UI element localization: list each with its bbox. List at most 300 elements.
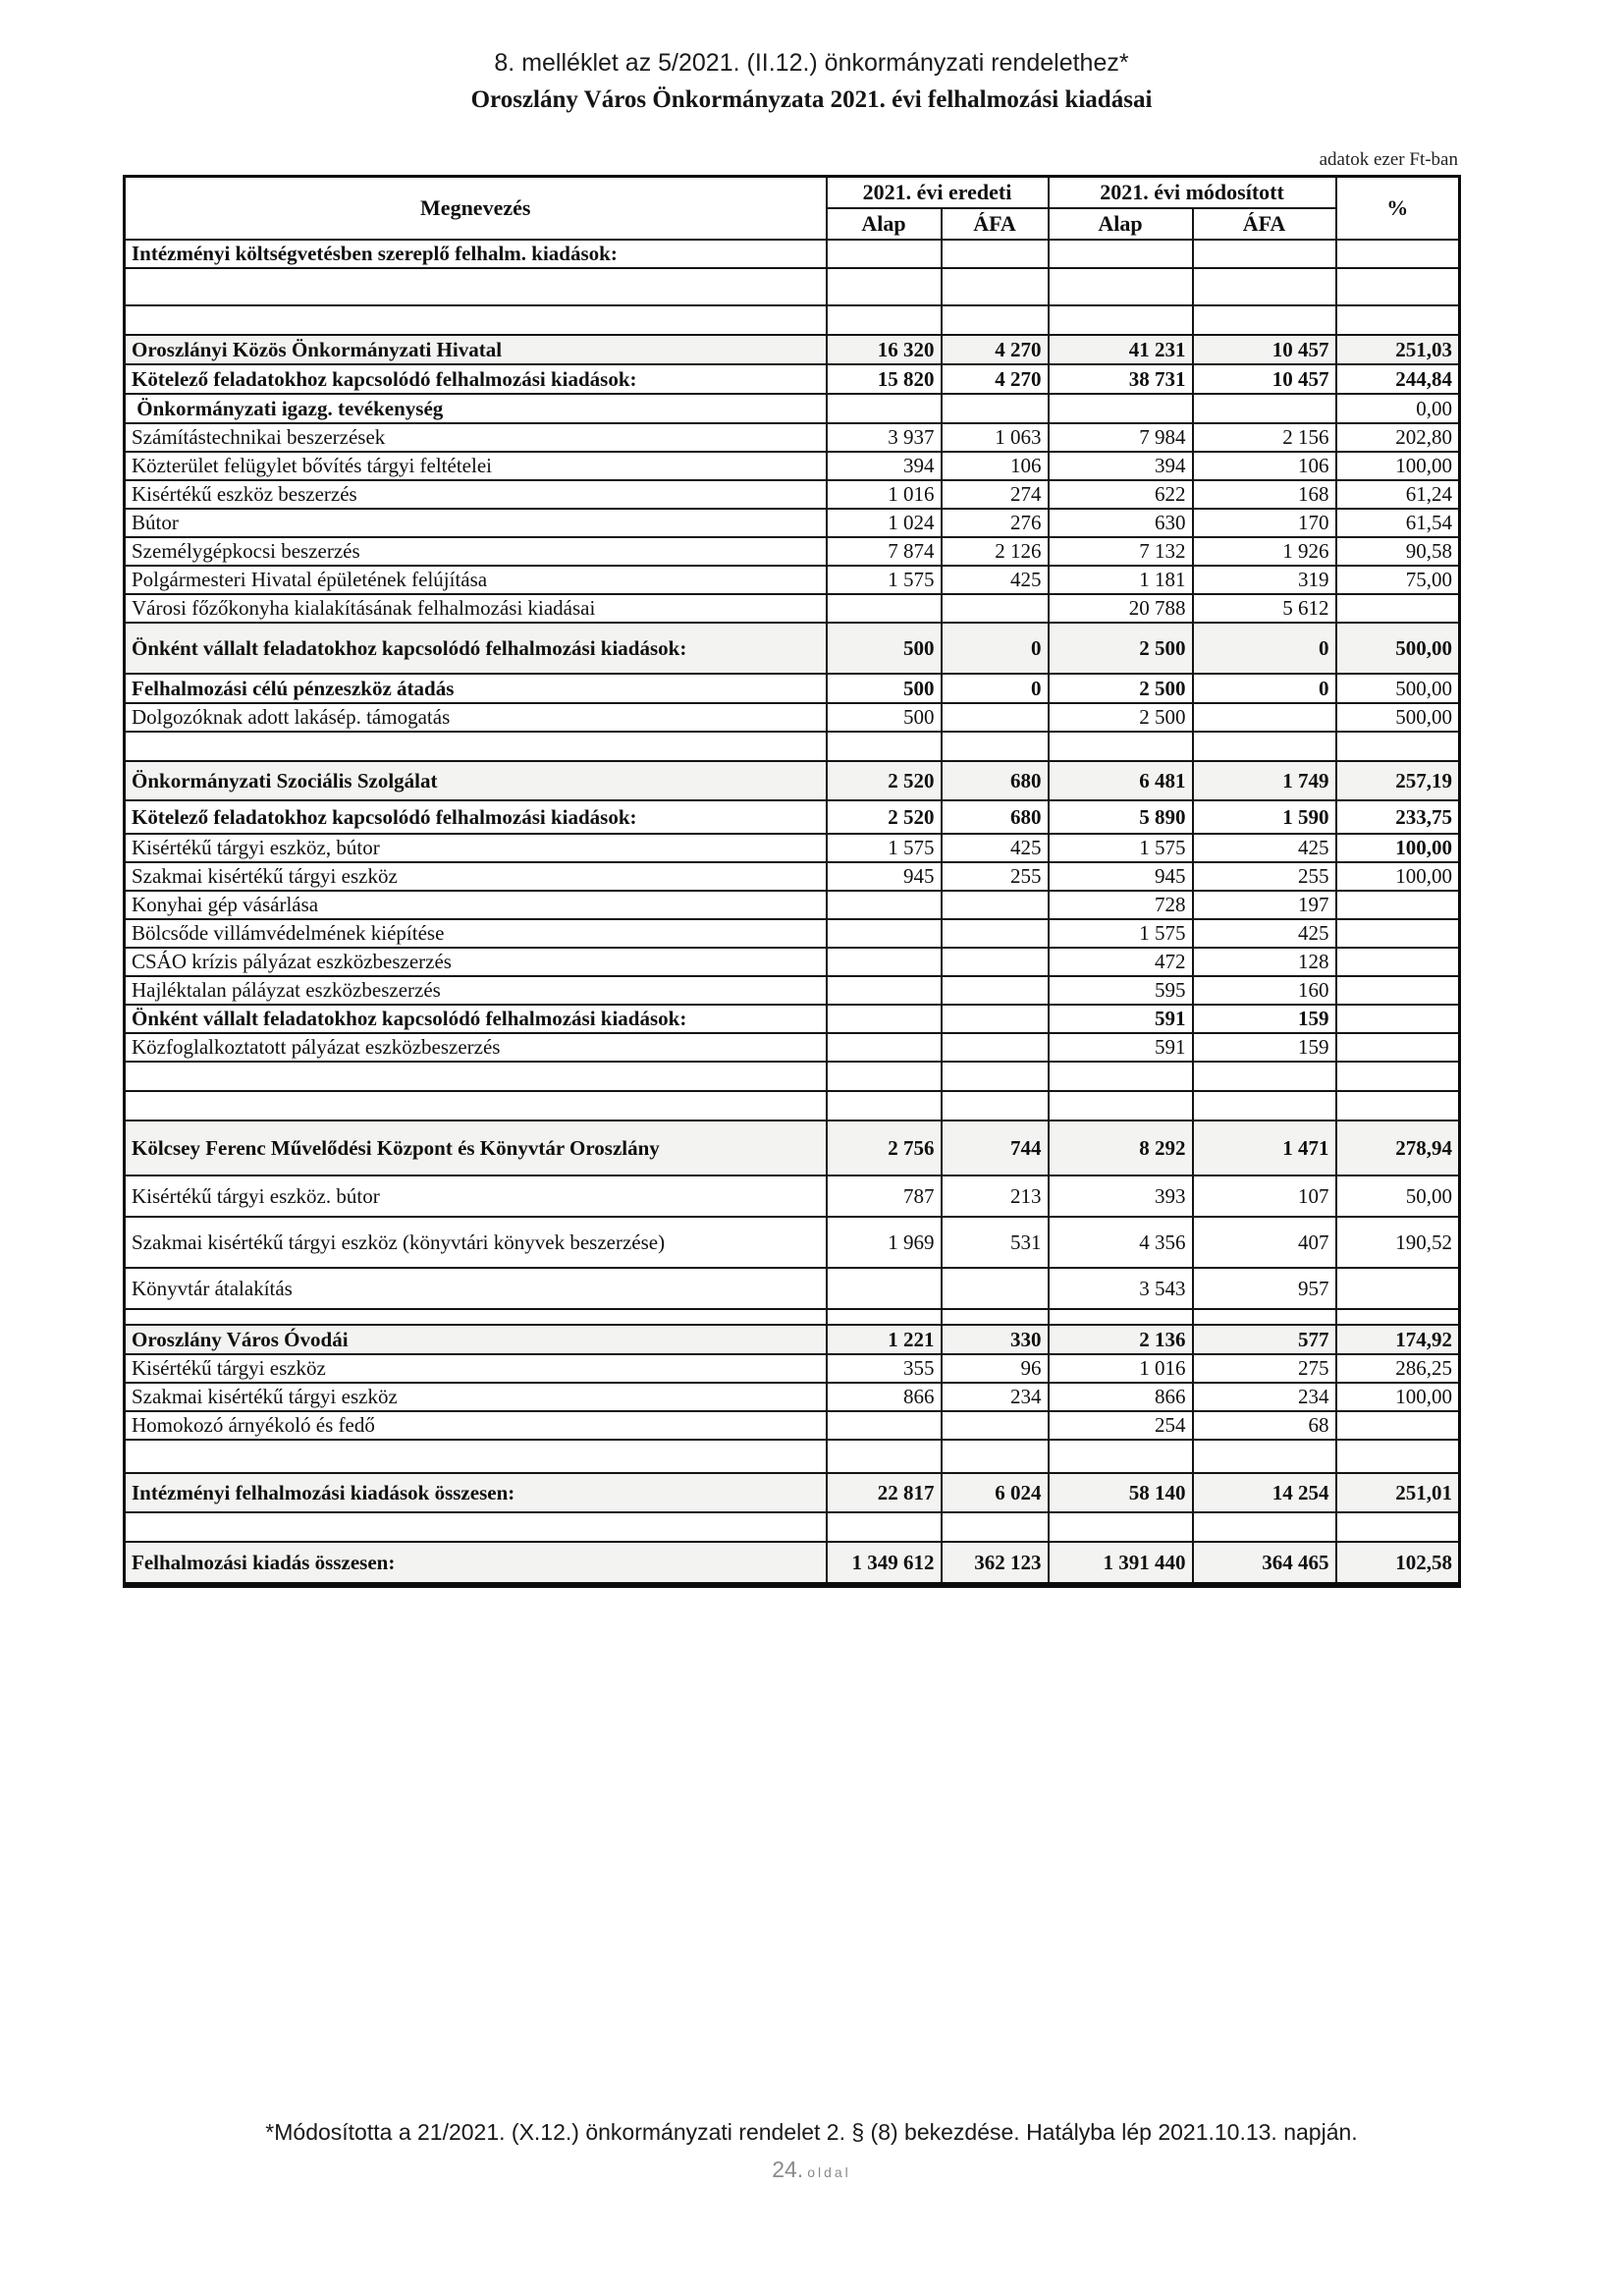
cell-eredeti-afa: 330: [942, 1325, 1049, 1354]
cell-label: Kisértékű tárgyi eszköz: [125, 1354, 827, 1383]
cell-modositott-afa: 10 457: [1193, 335, 1336, 364]
cell-modositott-alap: 254: [1049, 1411, 1193, 1440]
cell-label: Városi főzőkonyha kialakításának felhalmozási kiadásai: [125, 594, 827, 623]
cell-modositott-afa: 159: [1193, 1033, 1336, 1062]
table-row: [125, 1217, 1460, 1268]
table-row: [125, 394, 1460, 423]
cell-percent: 100,00: [1336, 1383, 1460, 1411]
cell-modositott-afa: [1193, 240, 1336, 268]
cell-label: Polgármesteri Hivatal épületének felújítása: [125, 566, 827, 594]
cell-eredeti-alap: [827, 305, 942, 335]
cell-eredeti-afa: 276: [942, 509, 1049, 537]
col-header-original-alap: Alap: [827, 208, 942, 240]
cell-label: Dolgozóknak adott lakásép. támogatás: [125, 703, 827, 732]
cell-label: Kisértékű eszköz beszerzés: [125, 480, 827, 509]
cell-percent: [1336, 1440, 1460, 1473]
cell-eredeti-afa: 425: [942, 566, 1049, 594]
col-header-original-afa: ÁFA: [942, 208, 1049, 240]
cell-modositott-afa: 107: [1193, 1175, 1336, 1217]
cell-percent: 100,00: [1336, 452, 1460, 480]
cell-modositott-alap: 41 231: [1049, 335, 1193, 364]
cell-eredeti-afa: 0: [942, 623, 1049, 674]
cell-eredeti-afa: 6 024: [942, 1473, 1049, 1512]
cell-modositott-afa: 0: [1193, 674, 1336, 703]
cell-eredeti-alap: 1 016: [827, 480, 942, 509]
cell-eredeti-alap: 1 575: [827, 566, 942, 594]
table-row: [125, 1325, 1460, 1354]
cell-modositott-afa: 168: [1193, 480, 1336, 509]
cell-modositott-alap: 2 500: [1049, 703, 1193, 732]
table-row: [125, 761, 1460, 800]
cell-modositott-alap: 1 391 440: [1049, 1542, 1193, 1585]
cell-modositott-afa: 1 471: [1193, 1121, 1336, 1175]
table-row: [125, 1473, 1460, 1512]
unit-note: adatok ezer Ft-ban: [1319, 149, 1458, 170]
cell-eredeti-afa: 362 123: [942, 1542, 1049, 1585]
cell-modositott-alap: 595: [1049, 976, 1193, 1005]
cell-percent: [1336, 1091, 1460, 1121]
table-row: [125, 674, 1460, 703]
cell-eredeti-afa: [942, 394, 1049, 423]
cell-eredeti-alap: [827, 268, 942, 305]
cell-eredeti-afa: [942, 1411, 1049, 1440]
cell-modositott-alap: 5 890: [1049, 800, 1193, 834]
cell-eredeti-alap: [827, 1440, 942, 1473]
cell-percent: [1336, 732, 1460, 761]
cell-percent: [1336, 1309, 1460, 1325]
table-body: [125, 240, 1460, 1585]
cell-eredeti-afa: [942, 1033, 1049, 1062]
cell-eredeti-afa: [942, 1268, 1049, 1309]
cell-modositott-alap: 4 356: [1049, 1217, 1193, 1268]
cell-percent: [1336, 268, 1460, 305]
cell-modositott-afa: 234: [1193, 1383, 1336, 1411]
cell-percent: 202,80: [1336, 423, 1460, 452]
table-row-empty: [125, 1309, 1460, 1325]
table-row: [125, 594, 1460, 623]
cell-modositott-alap: 591: [1049, 1033, 1193, 1062]
cell-modositott-afa: [1193, 394, 1336, 423]
cell-eredeti-alap: [827, 1091, 942, 1121]
cell-modositott-afa: 1 590: [1193, 800, 1336, 834]
table-row-empty: [125, 1440, 1460, 1473]
cell-modositott-afa: [1193, 1091, 1336, 1121]
cell-modositott-afa: 1 749: [1193, 761, 1336, 800]
cell-modositott-alap: 20 788: [1049, 594, 1193, 623]
page-number-value: 24.: [772, 2157, 804, 2182]
expenditure-table: [123, 175, 1461, 1588]
table-row: [125, 1033, 1460, 1062]
cell-eredeti-afa: [942, 1091, 1049, 1121]
cell-label: [125, 1309, 827, 1325]
table-row: [125, 423, 1460, 452]
cell-eredeti-alap: 500: [827, 703, 942, 732]
cell-label: [125, 732, 827, 761]
cell-eredeti-alap: [827, 1411, 942, 1440]
cell-modositott-afa: 0: [1193, 623, 1336, 674]
table-row: [125, 1005, 1460, 1033]
document-title: 8. melléklet az 5/2021. (II.12.) önkormányzati rendelethez*: [494, 49, 1129, 77]
table-row: [125, 862, 1460, 891]
cell-eredeti-afa: 680: [942, 800, 1049, 834]
cell-eredeti-afa: 213: [942, 1175, 1049, 1217]
cell-label: Oroszlányi Közös Önkormányzati Hivatal: [125, 335, 827, 364]
cell-eredeti-alap: 1 575: [827, 834, 942, 862]
table-row-empty: [125, 732, 1460, 761]
cell-label: Önként vállalt feladatokhoz kapcsolódó felhalmozási kiadások:: [125, 623, 827, 674]
cell-percent: 233,75: [1336, 800, 1460, 834]
table-row: [125, 891, 1460, 919]
cell-eredeti-alap: 787: [827, 1175, 942, 1217]
cell-eredeti-alap: 7 874: [827, 537, 942, 566]
cell-label: Kötelező feladatokhoz kapcsolódó felhalmozási kiadások:: [125, 800, 827, 834]
cell-eredeti-afa: 0: [942, 674, 1049, 703]
cell-label: [125, 268, 827, 305]
cell-percent: 244,84: [1336, 364, 1460, 394]
cell-eredeti-alap: 394: [827, 452, 942, 480]
cell-modositott-alap: 8 292: [1049, 1121, 1193, 1175]
table-row-empty: [125, 1062, 1460, 1091]
cell-eredeti-afa: [942, 703, 1049, 732]
cell-modositott-afa: [1193, 1440, 1336, 1473]
cell-modositott-alap: 866: [1049, 1383, 1193, 1411]
cell-label: Kisértékű tárgyi eszköz, bútor: [125, 834, 827, 862]
cell-eredeti-alap: [827, 732, 942, 761]
cell-modositott-afa: 577: [1193, 1325, 1336, 1354]
cell-eredeti-afa: [942, 1512, 1049, 1542]
col-header-percent: %: [1336, 177, 1460, 241]
cell-percent: 50,00: [1336, 1175, 1460, 1217]
cell-eredeti-afa: 274: [942, 480, 1049, 509]
cell-eredeti-alap: [827, 1033, 942, 1062]
cell-modositott-alap: 622: [1049, 480, 1193, 509]
cell-modositott-alap: 1 181: [1049, 566, 1193, 594]
cell-modositott-afa: 10 457: [1193, 364, 1336, 394]
cell-percent: [1336, 976, 1460, 1005]
cell-percent: [1336, 1005, 1460, 1033]
cell-eredeti-afa: [942, 268, 1049, 305]
cell-label: Felhalmozási kiadás összesen:: [125, 1542, 827, 1585]
cell-percent: [1336, 305, 1460, 335]
table-row: [125, 1175, 1460, 1217]
cell-modositott-afa: [1193, 305, 1336, 335]
cell-modositott-afa: 159: [1193, 1005, 1336, 1033]
cell-label: Közfoglalkoztatott pályázat eszközbeszerzés: [125, 1033, 827, 1062]
cell-modositott-alap: 945: [1049, 862, 1193, 891]
cell-eredeti-afa: [942, 1062, 1049, 1091]
cell-modositott-afa: [1193, 268, 1336, 305]
cell-eredeti-afa: 1 063: [942, 423, 1049, 452]
cell-modositott-afa: 128: [1193, 948, 1336, 976]
cell-modositott-afa: [1193, 703, 1336, 732]
cell-percent: [1336, 594, 1460, 623]
cell-percent: 75,00: [1336, 566, 1460, 594]
cell-eredeti-alap: 3 937: [827, 423, 942, 452]
table-row: [125, 509, 1460, 537]
cell-eredeti-alap: 1 024: [827, 509, 942, 537]
cell-modositott-alap: 1 575: [1049, 834, 1193, 862]
col-header-original: 2021. évi eredeti: [827, 177, 1049, 209]
table-row: [125, 623, 1460, 674]
table-row: [125, 1383, 1460, 1411]
cell-eredeti-alap: 2 520: [827, 800, 942, 834]
cell-label: Szakmai kisértékű tárgyi eszköz: [125, 1383, 827, 1411]
cell-percent: 61,24: [1336, 480, 1460, 509]
cell-modositott-alap: 472: [1049, 948, 1193, 976]
cell-modositott-afa: 160: [1193, 976, 1336, 1005]
cell-modositott-afa: [1193, 1512, 1336, 1542]
cell-eredeti-alap: [827, 919, 942, 948]
cell-modositott-alap: [1049, 240, 1193, 268]
cell-percent: 100,00: [1336, 862, 1460, 891]
cell-modositott-afa: 197: [1193, 891, 1336, 919]
cell-modositott-afa: 5 612: [1193, 594, 1336, 623]
cell-eredeti-alap: 500: [827, 623, 942, 674]
cell-eredeti-alap: 1 221: [827, 1325, 942, 1354]
cell-label: [125, 1091, 827, 1121]
cell-modositott-alap: [1049, 268, 1193, 305]
cell-eredeti-afa: [942, 976, 1049, 1005]
cell-eredeti-afa: 4 270: [942, 364, 1049, 394]
cell-eredeti-afa: [942, 919, 1049, 948]
cell-modositott-afa: 425: [1193, 834, 1336, 862]
cell-label: Szakmai kisértékű tárgyi eszköz: [125, 862, 827, 891]
cell-eredeti-afa: 425: [942, 834, 1049, 862]
page-number-suffix: oldal: [807, 2164, 851, 2180]
cell-label: Kölcsey Ferenc Művelődési Központ és Könyvtár Oroszlány: [125, 1121, 827, 1175]
table-row-empty: [125, 1512, 1460, 1542]
table-row: [125, 703, 1460, 732]
cell-label: Hajléktalan páláyzat eszközbeszerzés: [125, 976, 827, 1005]
cell-modositott-alap: 7 132: [1049, 537, 1193, 566]
table-row: [125, 1268, 1460, 1309]
table-header: [125, 177, 1460, 241]
page-number: [0, 2157, 1623, 2183]
cell-eredeti-alap: 945: [827, 862, 942, 891]
cell-percent: 0,00: [1336, 394, 1460, 423]
cell-label: CSÁO krízis pályázat eszközbeszerzés: [125, 948, 827, 976]
cell-percent: 286,25: [1336, 1354, 1460, 1383]
cell-eredeti-alap: 1 349 612: [827, 1542, 942, 1585]
table-row: [125, 800, 1460, 834]
col-header-modified-alap: Alap: [1049, 208, 1193, 240]
cell-eredeti-alap: [827, 948, 942, 976]
cell-label: Könyvtár átalakítás: [125, 1268, 827, 1309]
cell-eredeti-alap: [827, 1309, 942, 1325]
table-row: [125, 834, 1460, 862]
cell-percent: [1336, 948, 1460, 976]
cell-eredeti-afa: [942, 1005, 1049, 1033]
cell-percent: 500,00: [1336, 703, 1460, 732]
cell-modositott-alap: 3 543: [1049, 1268, 1193, 1309]
cell-eredeti-alap: [827, 1268, 942, 1309]
cell-label: Személygépkocsi beszerzés: [125, 537, 827, 566]
table-row: [125, 976, 1460, 1005]
cell-eredeti-alap: 2 520: [827, 761, 942, 800]
cell-modositott-alap: [1049, 1512, 1193, 1542]
cell-eredeti-alap: 22 817: [827, 1473, 942, 1512]
cell-percent: [1336, 1062, 1460, 1091]
col-header-name: Megnevezés: [125, 177, 827, 241]
cell-modositott-alap: 728: [1049, 891, 1193, 919]
cell-eredeti-afa: [942, 305, 1049, 335]
cell-modositott-alap: [1049, 1440, 1193, 1473]
cell-eredeti-afa: 2 126: [942, 537, 1049, 566]
cell-modositott-alap: 394: [1049, 452, 1193, 480]
cell-eredeti-alap: 2 756: [827, 1121, 942, 1175]
table-row: [125, 364, 1460, 394]
cell-modositott-alap: 2 500: [1049, 674, 1193, 703]
cell-label: [125, 1512, 827, 1542]
cell-label: Konyhai gép vásárlása: [125, 891, 827, 919]
cell-percent: 190,52: [1336, 1217, 1460, 1268]
cell-percent: 174,92: [1336, 1325, 1460, 1354]
table-row: [125, 1411, 1460, 1440]
cell-eredeti-afa: [942, 240, 1049, 268]
cell-percent: [1336, 891, 1460, 919]
table-row: [125, 335, 1460, 364]
cell-eredeti-afa: 744: [942, 1121, 1049, 1175]
table-row: [125, 537, 1460, 566]
table-row: [125, 1354, 1460, 1383]
table-row-empty: [125, 305, 1460, 335]
cell-eredeti-afa: [942, 1309, 1049, 1325]
cell-eredeti-afa: 234: [942, 1383, 1049, 1411]
cell-modositott-alap: 591: [1049, 1005, 1193, 1033]
cell-percent: 500,00: [1336, 623, 1460, 674]
table-row: [125, 240, 1460, 268]
cell-label: Önként vállalt feladatokhoz kapcsolódó felhalmozási kiadások:: [125, 1005, 827, 1033]
table-row: [125, 566, 1460, 594]
cell-modositott-alap: [1049, 1309, 1193, 1325]
cell-label: [125, 1062, 827, 1091]
cell-eredeti-alap: 15 820: [827, 364, 942, 394]
cell-modositott-afa: 319: [1193, 566, 1336, 594]
cell-percent: 90,58: [1336, 537, 1460, 566]
cell-percent: 251,03: [1336, 335, 1460, 364]
cell-eredeti-alap: [827, 1512, 942, 1542]
cell-modositott-alap: [1049, 394, 1193, 423]
cell-eredeti-afa: 106: [942, 452, 1049, 480]
cell-percent: 251,01: [1336, 1473, 1460, 1512]
cell-modositott-alap: [1049, 1062, 1193, 1091]
table-row: [125, 1542, 1460, 1585]
cell-eredeti-afa: [942, 891, 1049, 919]
cell-modositott-afa: 1 926: [1193, 537, 1336, 566]
cell-label: [125, 1440, 827, 1473]
cell-percent: 257,19: [1336, 761, 1460, 800]
cell-modositott-afa: 14 254: [1193, 1473, 1336, 1512]
cell-label: Intézményi felhalmozási kiadások összesen:: [125, 1473, 827, 1512]
table-row-empty: [125, 268, 1460, 305]
cell-modositott-afa: 275: [1193, 1354, 1336, 1383]
cell-modositott-alap: 2 136: [1049, 1325, 1193, 1354]
cell-label: Oroszlány Város Óvodái: [125, 1325, 827, 1354]
cell-modositott-alap: 58 140: [1049, 1473, 1193, 1512]
cell-modositott-afa: [1193, 732, 1336, 761]
cell-label: Bútor: [125, 509, 827, 537]
cell-label: Önkormányzati igazg. tevékenység: [125, 394, 827, 423]
cell-eredeti-alap: 355: [827, 1354, 942, 1383]
cell-label: [125, 305, 827, 335]
cell-modositott-afa: 170: [1193, 509, 1336, 537]
cell-label: Közterület felügylet bővítés tárgyi feltételei: [125, 452, 827, 480]
cell-percent: 278,94: [1336, 1121, 1460, 1175]
cell-modositott-alap: 2 500: [1049, 623, 1193, 674]
cell-percent: 61,54: [1336, 509, 1460, 537]
header-row-groups: [125, 177, 1460, 209]
cell-percent: [1336, 1033, 1460, 1062]
cell-modositott-alap: 393: [1049, 1175, 1193, 1217]
cell-eredeti-afa: [942, 732, 1049, 761]
cell-modositott-alap: 630: [1049, 509, 1193, 537]
cell-eredeti-alap: [827, 1005, 942, 1033]
cell-modositott-alap: [1049, 1091, 1193, 1121]
cell-label: Intézményi költségvetésben szereplő felhalm. kiadások:: [125, 240, 827, 268]
cell-percent: [1336, 1512, 1460, 1542]
cell-modositott-afa: [1193, 1309, 1336, 1325]
cell-eredeti-alap: [827, 240, 942, 268]
cell-eredeti-afa: [942, 1440, 1049, 1473]
cell-eredeti-afa: 96: [942, 1354, 1049, 1383]
cell-modositott-alap: 6 481: [1049, 761, 1193, 800]
cell-label: Szakmai kisértékű tárgyi eszköz (könyvtári könyvek beszerzése): [125, 1217, 827, 1268]
cell-percent: [1336, 1268, 1460, 1309]
table-row: [125, 919, 1460, 948]
cell-label: Bölcsőde villámvédelmének kiépítése: [125, 919, 827, 948]
cell-eredeti-afa: 531: [942, 1217, 1049, 1268]
cell-label: Kisértékű tárgyi eszköz. bútor: [125, 1175, 827, 1217]
cell-modositott-alap: 1 016: [1049, 1354, 1193, 1383]
cell-eredeti-alap: [827, 594, 942, 623]
table-row: [125, 1121, 1460, 1175]
cell-eredeti-alap: 16 320: [827, 335, 942, 364]
cell-eredeti-alap: [827, 976, 942, 1005]
table-row-empty: [125, 1091, 1460, 1121]
cell-modositott-alap: 7 984: [1049, 423, 1193, 452]
cell-modositott-afa: 407: [1193, 1217, 1336, 1268]
cell-percent: 500,00: [1336, 674, 1460, 703]
cell-percent: [1336, 1411, 1460, 1440]
table-row: [125, 948, 1460, 976]
col-header-modified: 2021. évi módosított: [1049, 177, 1336, 209]
cell-percent: 100,00: [1336, 834, 1460, 862]
footnote: *Módosította a 21/2021. (X.12.) önkormányzati rendelet 2. § (8) bekezdése. Hatályba lép 2021.10.13. napján.: [265, 2119, 1358, 2145]
cell-eredeti-afa: [942, 594, 1049, 623]
table-row: [125, 452, 1460, 480]
cell-modositott-afa: 2 156: [1193, 423, 1336, 452]
cell-modositott-alap: 1 575: [1049, 919, 1193, 948]
cell-eredeti-alap: [827, 1062, 942, 1091]
cell-eredeti-afa: [942, 948, 1049, 976]
cell-eredeti-alap: 1 969: [827, 1217, 942, 1268]
cell-modositott-afa: 364 465: [1193, 1542, 1336, 1585]
cell-percent: [1336, 240, 1460, 268]
cell-eredeti-alap: [827, 394, 942, 423]
cell-label: Számítástechnikai beszerzések: [125, 423, 827, 452]
cell-modositott-afa: 425: [1193, 919, 1336, 948]
cell-eredeti-afa: 4 270: [942, 335, 1049, 364]
cell-modositott-alap: [1049, 305, 1193, 335]
cell-eredeti-alap: 500: [827, 674, 942, 703]
cell-label: Felhalmozási célú pénzeszköz átadás: [125, 674, 827, 703]
cell-modositott-alap: [1049, 732, 1193, 761]
table-row: [125, 480, 1460, 509]
cell-label: Önkormányzati Szociális Szolgálat: [125, 761, 827, 800]
cell-eredeti-alap: [827, 891, 942, 919]
cell-percent: [1336, 919, 1460, 948]
cell-modositott-afa: 957: [1193, 1268, 1336, 1309]
